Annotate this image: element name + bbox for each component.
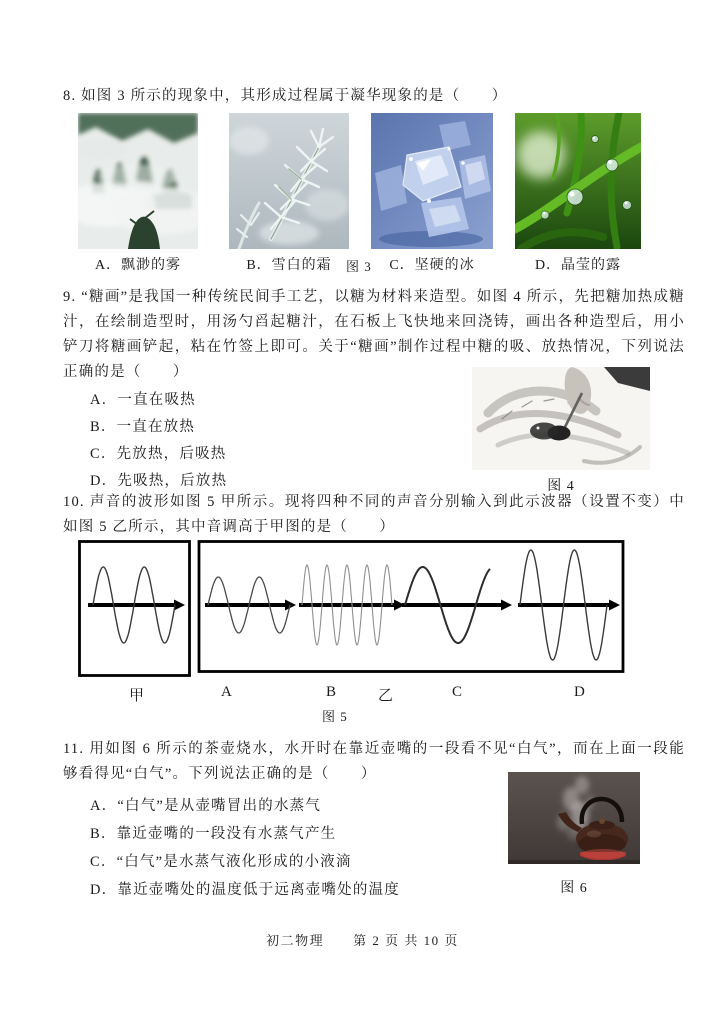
- figure6-label: 图 6: [560, 881, 588, 896]
- figure5-label: 图 5: [322, 709, 348, 724]
- figure3-choice-c: [371, 113, 493, 274]
- wave-label-yi: 乙: [378, 688, 394, 704]
- figure4-label: 图 4: [547, 479, 575, 494]
- waveform-甲: [88, 567, 185, 643]
- figure3-choice-d: [515, 113, 641, 274]
- dew-photo: [515, 113, 641, 249]
- q11-option-d: D．靠近壶嘴处的温度低于远离壶嘴处的温度: [90, 882, 400, 898]
- wave-label-c: C: [452, 684, 463, 700]
- waveform-D: [518, 550, 620, 660]
- figure6: [508, 772, 640, 897]
- frost-photo: [229, 113, 349, 249]
- figure3-choice-a: [78, 113, 198, 274]
- q9-option-d: D．先吸热，后放热: [90, 473, 228, 489]
- fog-photo: [78, 113, 198, 249]
- waveform-C: [402, 567, 512, 643]
- q9-option-a: A．一直在吸热: [90, 392, 196, 408]
- question-10-stem: 10. 声音的波形如图 5 甲所示。现将四种不同的声音分别输入到此示波器（设置不变）中如图 5 乙所示，其中音调高于甲图的是（ ）: [63, 494, 685, 535]
- figure3-choice-b: [229, 113, 349, 274]
- question-8-stem: 8. 如图 3 所示的现象中，其形成过程属于凝华现象的是（ ）: [63, 88, 508, 104]
- question-9-options: [90, 387, 227, 495]
- sugar-painting-photo: [472, 367, 650, 470]
- q11-option-a: A．“白气”是从壶嘴冒出的水蒸气: [90, 798, 322, 814]
- question-9-stem: 9. “糖画”是我国一种传统民间手工艺，以糖为材料来造型。如图 4 所示，先把糖加热成糖汁，在绘制造型时，用汤勺舀起糖汁，在石板上飞快地来回浇铸，画出各种造型后，用小铲刀将糖画铲起，粘在竹签上即可。关于“糖画”制作过程中糖的吸、放热情况，下列说法正确的是（ ）: [63, 289, 685, 380]
- ice-photo: [371, 113, 493, 249]
- wave-label-b: B: [326, 684, 337, 700]
- page-footer: 初二物理 第 2 页 共 10 页: [266, 933, 459, 948]
- waveform-A: [205, 577, 296, 633]
- q11-option-b: B．靠近壶嘴的一段没有水蒸气产生: [90, 826, 337, 842]
- q9-option-b: B．一直在放热: [90, 419, 196, 435]
- q11-option-c: C．“白气”是水蒸气液化形成的小液滴: [90, 854, 352, 870]
- question-11-stem: 11. 用如图 6 所示的茶壶烧水，水开时在靠近壶嘴的一段看不见“白气”，而在上面一段能够看得见“白气”。下列说法正确的是（ ）: [63, 741, 685, 782]
- waveform-diagram: [78, 540, 638, 685]
- q9-option-c: C．先放热，后吸热: [90, 446, 227, 462]
- figure4: [472, 367, 650, 495]
- choice-c-caption: C．坚硬的冰: [389, 258, 475, 273]
- question-11-options: [90, 792, 400, 904]
- choice-a-caption: A．飘渺的雾: [94, 258, 182, 273]
- choice-b-caption: B．雪白的霜: [246, 258, 332, 273]
- figure3-label: 图 3: [346, 259, 372, 274]
- wave-label-jia: 甲: [129, 688, 145, 704]
- wave-label-d: D: [574, 684, 585, 700]
- choice-d-caption: D．晶莹的露: [534, 258, 622, 273]
- oscilloscope-waveforms: [78, 540, 638, 680]
- wave-label-a: A: [221, 684, 232, 700]
- teapot-photo: [508, 772, 640, 864]
- waveform-B: [299, 565, 405, 645]
